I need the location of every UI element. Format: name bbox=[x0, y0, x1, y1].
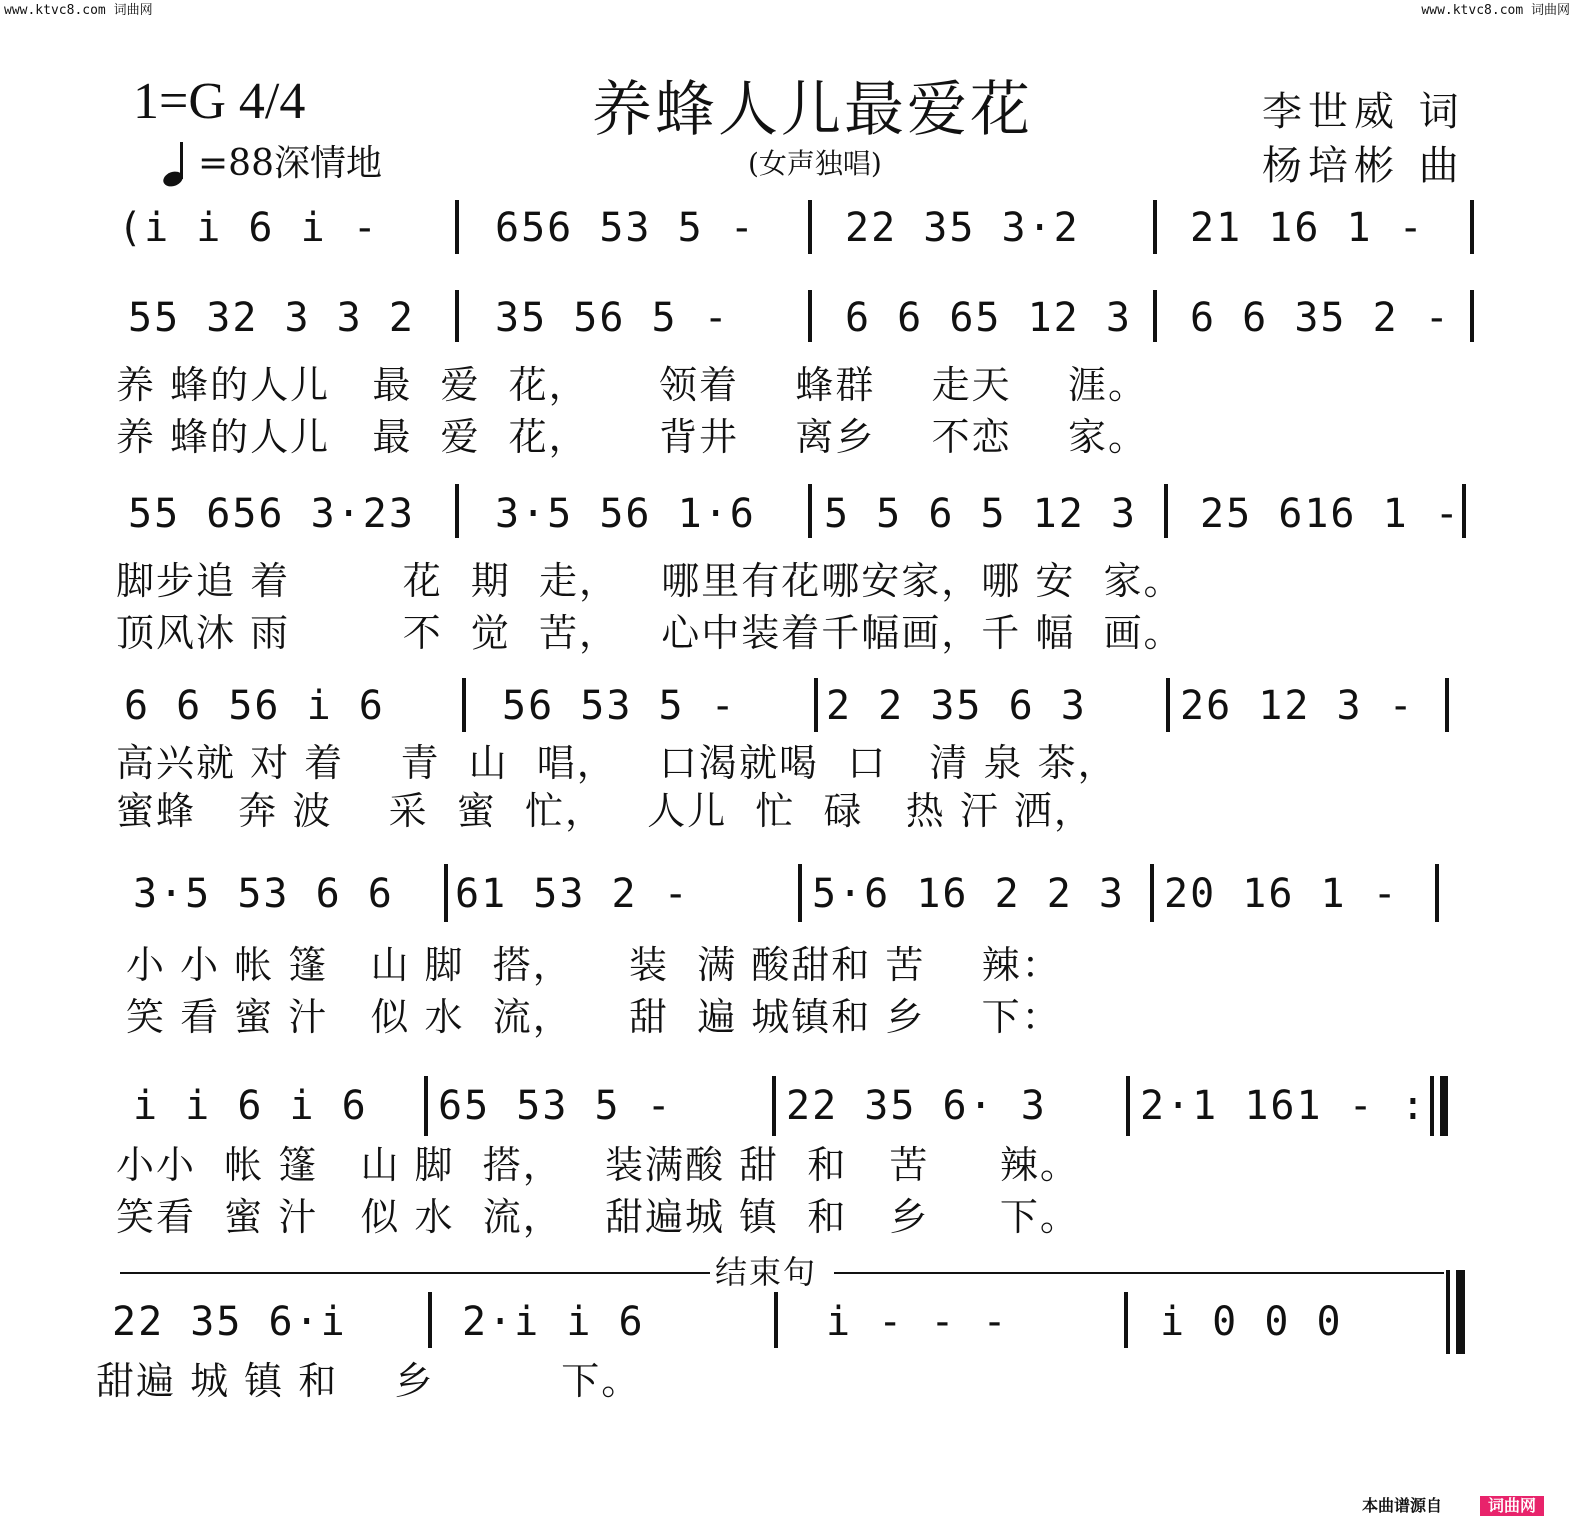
measure: i - - - bbox=[826, 1299, 1009, 1345]
bar-line bbox=[1462, 484, 1466, 538]
measure: 3·5 56 1·6 bbox=[495, 491, 756, 537]
measure: 20 16 1 - bbox=[1164, 871, 1399, 917]
bar-line bbox=[1126, 1076, 1130, 1136]
measure: i 0 0 0 bbox=[1160, 1299, 1343, 1345]
bar-line bbox=[455, 290, 459, 342]
measure: 5 5 6 5 12 3 bbox=[824, 491, 1137, 537]
song-subtitle: (女声独唱) bbox=[748, 147, 882, 180]
bar-line bbox=[1445, 678, 1449, 732]
bar-line bbox=[774, 1292, 778, 1348]
measure: 26 12 3 - bbox=[1180, 683, 1415, 729]
bar-line bbox=[808, 290, 812, 342]
source-note: 本曲谱源自 bbox=[1362, 1496, 1443, 1515]
bar-line bbox=[772, 1076, 776, 1136]
ending-label: 结束句 bbox=[715, 1253, 818, 1291]
bar-line bbox=[1153, 200, 1157, 254]
lyric-line: 小 小 帐 篷 山 脚 搭， 装 满 酸甜和 苦 辣： bbox=[126, 943, 1062, 987]
measure: 22 35 6· 3 bbox=[786, 1083, 1047, 1129]
ending-line-left bbox=[120, 1272, 710, 1274]
lyric-line: 高兴就 对 着 青 山 唱， 口渴就喝 口 清 泉 茶， bbox=[116, 741, 1118, 785]
bar-line bbox=[444, 864, 448, 922]
bar-line bbox=[808, 484, 812, 538]
site-url-left: www.ktvc8.com 词曲网 bbox=[4, 3, 153, 18]
measure: 2 2 35 6 3 bbox=[826, 683, 1087, 729]
bar-line bbox=[1166, 678, 1170, 732]
bar-line bbox=[1435, 864, 1439, 922]
lyric-line: 笑 看 蜜 汁 似 水 流， 甜 遍 城镇和 乡 下： bbox=[126, 995, 1062, 1039]
lyric-line: 小小 帐 篷 山 脚 搭， 装满酸 甜 和 苦 辣。 bbox=[116, 1143, 1080, 1187]
repeat-end-bar-thick bbox=[1440, 1076, 1448, 1136]
lyric-line: 顶风沐 雨 不 觉 苦， 心中装着千幅画，千 幅 画。 bbox=[116, 611, 1184, 655]
lyric-line: 养 蜂的人儿 最 爱 花， 领着 蜂群 走天 涯。 bbox=[116, 363, 1148, 407]
song-title: 养蜂人儿最爱花 bbox=[592, 75, 1033, 145]
composer-credit: 杨培彬 曲 bbox=[1262, 143, 1465, 189]
measure: 55 32 3 3 2 bbox=[128, 295, 415, 341]
tempo-marking bbox=[162, 140, 382, 188]
measure: 2·1 161 - : bbox=[1140, 1083, 1427, 1129]
lyric-line: 养 蜂的人儿 最 爱 花， 背井 离乡 不恋 家。 bbox=[116, 415, 1148, 459]
lyric-line: 蜜蜂 奔 波 采 蜜 忙， 人儿 忙 碌 热 汗 洒， bbox=[116, 789, 1094, 833]
lyric-line: 脚步追 着 花 期 走， 哪里有花哪安家，哪 安 家。 bbox=[116, 559, 1184, 603]
bar-line bbox=[1164, 484, 1168, 538]
measure: 5·6 16 2 2 3 bbox=[812, 871, 1125, 917]
measure: 22 35 3·2 bbox=[845, 205, 1080, 251]
bar-line bbox=[1153, 290, 1157, 342]
measure: 2·i i 6 bbox=[462, 1299, 645, 1345]
measure: 65 53 5 - bbox=[438, 1083, 673, 1129]
bar-line bbox=[462, 678, 466, 732]
measure: 25 616 1 - bbox=[1200, 491, 1461, 537]
key-signature: 1=G 4/4 bbox=[133, 73, 306, 130]
bar-line bbox=[455, 200, 459, 254]
measure: 3·5 53 6 6 bbox=[133, 871, 394, 917]
site-url-right: www.ktvc8.com 词曲网 bbox=[1421, 3, 1570, 18]
measure: 6 6 35 2 - bbox=[1190, 295, 1451, 341]
measure: 22 35 6·i bbox=[112, 1299, 347, 1345]
measure: 35 56 5 - bbox=[495, 295, 730, 341]
bar-line bbox=[798, 864, 802, 922]
final-bar-thick bbox=[1456, 1270, 1465, 1354]
measure: i i 6 i 6 bbox=[133, 1083, 368, 1129]
measure: (i i 6 i - bbox=[118, 205, 379, 251]
bar-line bbox=[1150, 864, 1154, 922]
measure: 61 53 2 - bbox=[455, 871, 690, 917]
bar-line bbox=[1470, 290, 1474, 342]
lyricist-credit: 李世威 词 bbox=[1262, 89, 1465, 135]
repeat-end-bar bbox=[1430, 1076, 1434, 1136]
measure: 6 6 65 12 3 bbox=[845, 295, 1132, 341]
bar-line bbox=[424, 1076, 428, 1136]
measure: 6 6 56 i 6 bbox=[124, 683, 385, 729]
bar-line bbox=[814, 678, 818, 732]
bar-line bbox=[1124, 1292, 1128, 1348]
bar-line bbox=[428, 1292, 432, 1348]
measure: 21 16 1 - bbox=[1190, 205, 1425, 251]
tempo-text: =88深情地 bbox=[198, 143, 382, 184]
lyric-line: 甜遍 城 镇 和 乡 下。 bbox=[96, 1359, 642, 1403]
bar-line bbox=[1470, 200, 1474, 254]
measure: 656 53 5 - bbox=[495, 205, 756, 251]
ending-line-right bbox=[834, 1272, 1444, 1274]
measure: 55 656 3·23 bbox=[128, 491, 415, 537]
measure: 56 53 5 - bbox=[502, 683, 737, 729]
final-bar bbox=[1446, 1270, 1450, 1354]
bar-line bbox=[455, 484, 459, 538]
site-badge[interactable]: 词曲网 bbox=[1480, 1496, 1544, 1516]
lyric-line: 笑看 蜜 汁 似 水 流， 甜遍城 镇 和 乡 下。 bbox=[116, 1195, 1080, 1239]
quarter-note-icon bbox=[162, 140, 192, 188]
bar-line bbox=[808, 200, 812, 254]
